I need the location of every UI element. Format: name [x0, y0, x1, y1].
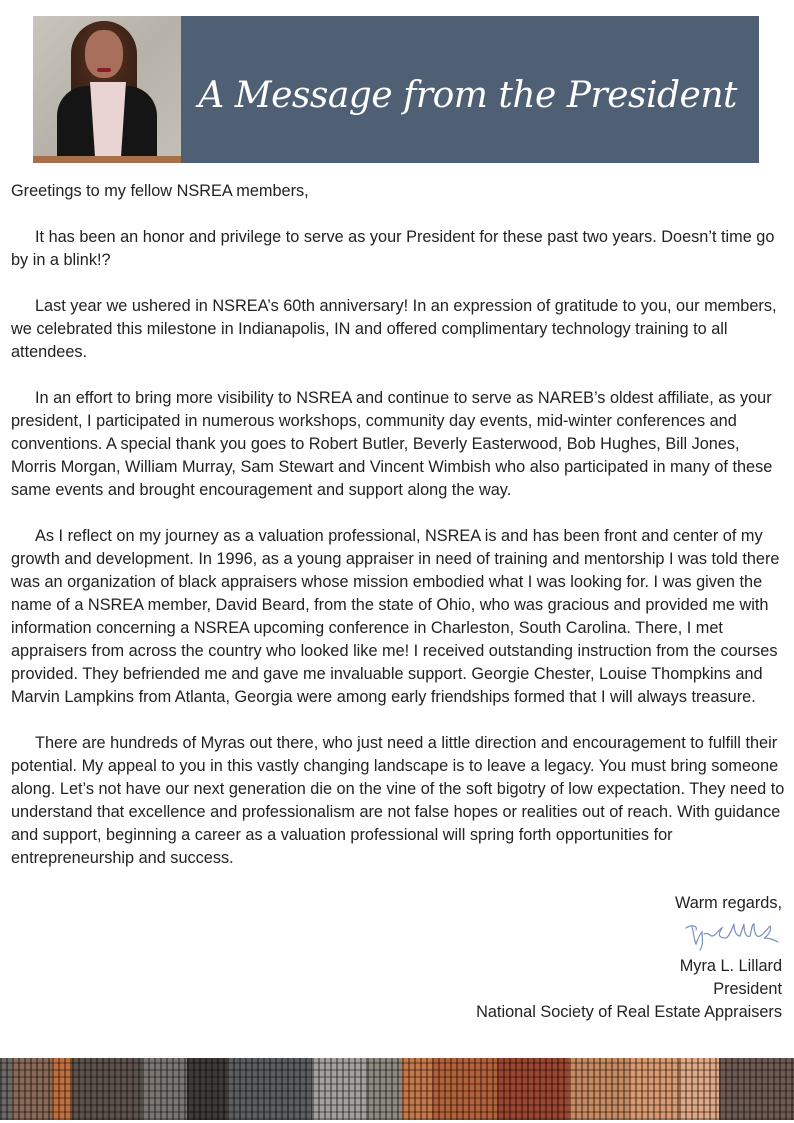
signer-name: Myra L. Lillard	[679, 957, 782, 975]
title-banner	[181, 16, 759, 163]
letter-closing	[476, 892, 782, 1024]
valediction: Warm regards,	[674, 894, 782, 912]
letter-body	[11, 180, 786, 870]
letter-paragraph: As I reflect on my journey as a valuation professional, NSREA is and has been front and center of my growth and development. In 1996, as a young appraiser in need of training and mentorship I was told there was an organization of black appraisers whose mission embodied what I was looking for. I was given the name of a NSREA member, David Beard, from the state of Ohio, who was gracious and provided me with information concerning a NSREA upcoming conference in Charleston, South Carolina. There, I met appraisers from across the country who looked like me! I received outstanding instruction from the courses provided. They befriended me and gave me invaluable support. Georgie Chester, Louise Thompkins and Marvin Lampkins from Atlanta, Georgia were among early friendships formed that I will always treasure.	[11, 527, 780, 706]
letter-greeting: Greetings to my fellow NSREA members,	[11, 182, 309, 200]
letter-paragraph: In an effort to bring more visibility to NSREA and continue to serve as NAREB’s oldest affiliate, as your president, I participated in numerous workshops, community day events, mid-winter conferences and conventions. A special thank you goes to Robert Butler, Beverly Easterwood, Bob Hughes, Bill Jones, Morris Morgan, William Murray, Sam Stewart and Vincent Wimbish who also participated in many of these same events and brought encouragement and support along the way.	[11, 389, 773, 499]
page-title: A Message from the President	[198, 75, 737, 116]
letter-paragraph: Last year we ushered in NSREA’s 60th anniversary! In an expression of gratitude to you, our members, we celebrated this milestone in Indianapolis, IN and offered complimentary technology training to all attendees.	[11, 297, 777, 361]
signer-organization: National Society of Real Estate Appraisers	[476, 1003, 782, 1021]
signature-icon	[476, 915, 782, 955]
signer-title: President	[713, 980, 782, 998]
president-photo	[33, 16, 181, 163]
cityscape-banner	[0, 1058, 794, 1120]
letter-paragraph: There are hundreds of Myras out there, who just need a little direction and encouragement to fulfill their potential. My appeal to you in this vastly changing landscape is to leave a legacy. You must bring someone along. Let’s not have our next generation die on the vine of the soft bigotry of low expectation. They need to understand that excellence and professionalism are not false hopes or realities out of reach. With guidance and support, beginning a career as a valuation professional will spring forth opportunities for entrepreneurship and success.	[11, 734, 785, 867]
letter-paragraph: It has been an honor and privilege to serve as your President for these past two years. Doesn’t time go by in a blink!?	[11, 228, 775, 269]
page-header	[33, 16, 759, 163]
